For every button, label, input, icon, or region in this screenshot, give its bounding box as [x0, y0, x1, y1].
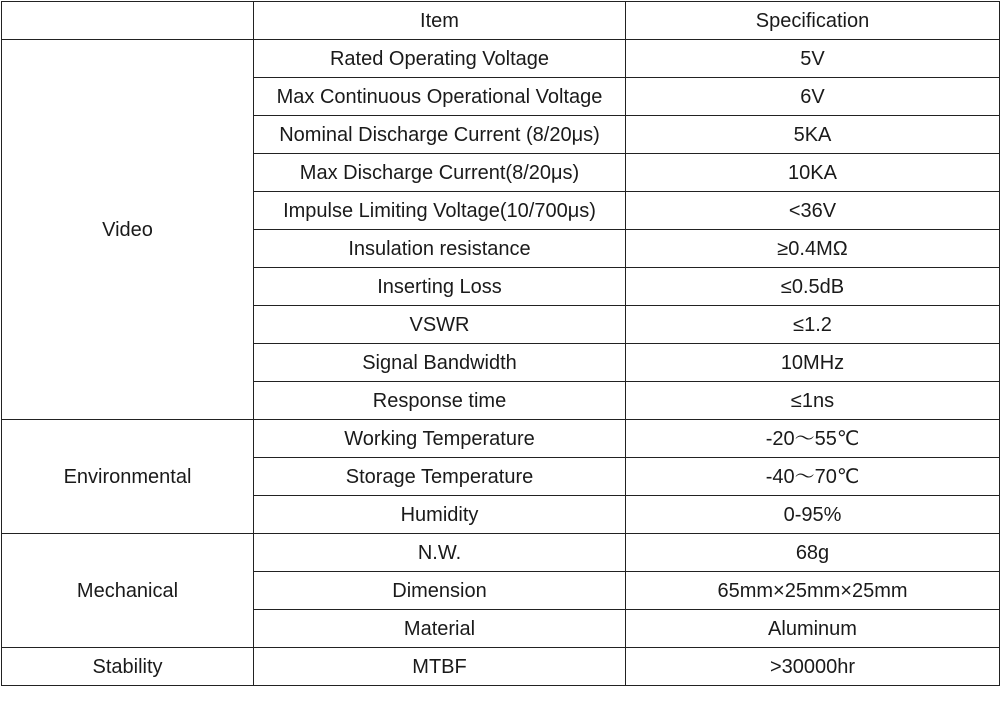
- category-cell-environmental: Environmental: [2, 420, 254, 534]
- item-cell: Dimension: [254, 572, 626, 610]
- item-cell: N.W.: [254, 534, 626, 572]
- item-cell: VSWR: [254, 306, 626, 344]
- header-specification-cell: Specification: [626, 2, 1000, 40]
- item-cell: Storage Temperature: [254, 458, 626, 496]
- table-header-row: [2, 2, 1000, 40]
- spec-cell: 5V: [626, 40, 1000, 78]
- item-cell: Max Continuous Operational Voltage: [254, 78, 626, 116]
- spec-cell: <36V: [626, 192, 1000, 230]
- item-cell: Insulation resistance: [254, 230, 626, 268]
- spec-cell: 5KA: [626, 116, 1000, 154]
- category-cell-stability: Stability: [2, 648, 254, 686]
- spec-cell: 6V: [626, 78, 1000, 116]
- item-cell: Rated Operating Voltage: [254, 40, 626, 78]
- header-item-cell: Item: [254, 2, 626, 40]
- spec-cell: >30000hr: [626, 648, 1000, 686]
- header-category-cell: [2, 2, 254, 40]
- spec-cell: 0-95%: [626, 496, 1000, 534]
- item-cell: Max Discharge Current(8/20μs): [254, 154, 626, 192]
- table-row: [2, 648, 1000, 686]
- spec-cell: ≥0.4MΩ: [626, 230, 1000, 268]
- item-cell: Nominal Discharge Current (8/20μs): [254, 116, 626, 154]
- spec-cell: ≤1.2: [626, 306, 1000, 344]
- spec-cell: -20～55℃: [626, 420, 1000, 458]
- item-cell: MTBF: [254, 648, 626, 686]
- item-cell: Response time: [254, 382, 626, 420]
- item-cell: Humidity: [254, 496, 626, 534]
- spec-cell: 65mm×25mm×25mm: [626, 572, 1000, 610]
- spec-cell: 10MHz: [626, 344, 1000, 382]
- category-cell-video: Video: [2, 40, 254, 420]
- item-cell: Inserting Loss: [254, 268, 626, 306]
- item-cell: Impulse Limiting Voltage(10/700μs): [254, 192, 626, 230]
- spec-cell: Aluminum: [626, 610, 1000, 648]
- item-cell: Signal Bandwidth: [254, 344, 626, 382]
- category-cell-mechanical: Mechanical: [2, 534, 254, 648]
- table-row: [2, 534, 1000, 572]
- spec-cell: -40～70℃: [626, 458, 1000, 496]
- specification-table: [1, 1, 1000, 686]
- item-cell: Working Temperature: [254, 420, 626, 458]
- spec-cell: ≤1ns: [626, 382, 1000, 420]
- item-cell: Material: [254, 610, 626, 648]
- spec-cell: 68g: [626, 534, 1000, 572]
- table-row: [2, 40, 1000, 78]
- spec-cell: ≤0.5dB: [626, 268, 1000, 306]
- table-row: [2, 420, 1000, 458]
- spec-cell: 10KA: [626, 154, 1000, 192]
